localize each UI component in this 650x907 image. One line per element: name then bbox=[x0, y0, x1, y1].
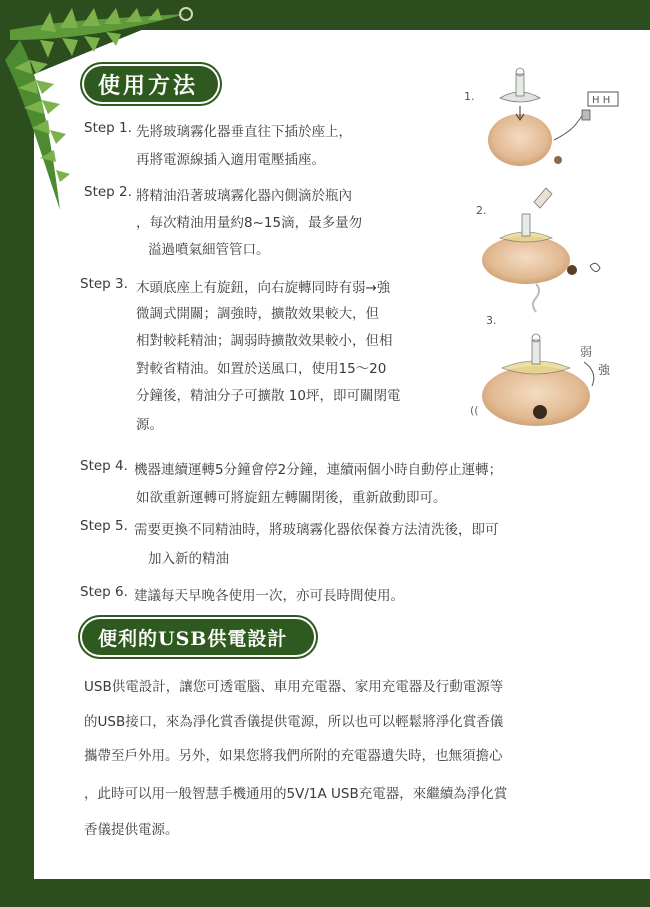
power-cord-1 bbox=[554, 116, 582, 140]
diffuser-base-1 bbox=[488, 114, 552, 166]
usb-line: 香儀提供電源。 bbox=[84, 822, 179, 838]
step-2-line: ，每次精油用量約8~15滴，最多量勿 bbox=[136, 215, 363, 231]
knob-2 bbox=[567, 265, 577, 275]
diffuser-base-2 bbox=[482, 236, 570, 284]
diffuser-illustration bbox=[458, 62, 638, 442]
step-3-line: 源。 bbox=[136, 417, 163, 433]
step-3-line: 相對較耗精油；調弱時擴散效果較小，但相 bbox=[136, 333, 393, 349]
step-4-line: 機器連續運轉5分鐘會停2分鐘，連續兩個小時自動停止運轉； bbox=[134, 462, 503, 478]
bottom-border bbox=[0, 879, 650, 907]
step-3-line: 木頭底座上有旋鈕，向右旋轉同時有弱→強 bbox=[136, 280, 391, 296]
step-3-line: 微調式開關；調強時，擴散效果較大，但 bbox=[136, 306, 379, 322]
turn-arrow bbox=[584, 362, 594, 386]
step-6-line: 建議每天早晚各使用一次，亦可長時間使用。 bbox=[134, 588, 404, 604]
section-title-usb: 便利的USB供電設計 bbox=[82, 619, 314, 655]
strong-label: 強 bbox=[598, 363, 611, 377]
usb-line: ，此時可以用一般智慧手機通用的5V/1A USB充電器，來繼續為淨化賞 bbox=[84, 786, 508, 802]
oil-bottle bbox=[534, 188, 552, 208]
step-3-line: 分鐘後，精油分子可擴散 10坪，即可關閉電 bbox=[136, 388, 401, 404]
mist-icon bbox=[533, 284, 539, 312]
diagram-step-2-number: 2. bbox=[476, 204, 487, 217]
plug-label: H H bbox=[592, 95, 611, 106]
usb-line: 的USB接口，來為淨化賞香儀提供電源，所以也可以輕鬆將淨化賞香儀 bbox=[84, 714, 504, 730]
step-6-label: Step 6. bbox=[80, 584, 128, 600]
wave-mark: (( bbox=[470, 404, 479, 417]
step-5-line: 加入新的精油 bbox=[148, 551, 229, 567]
knob-3 bbox=[533, 405, 547, 419]
step-3-line: 對較省精油。如置於送風口，使用15～20 bbox=[136, 361, 387, 377]
section-title-usage: 使用方法 bbox=[84, 66, 218, 102]
step-4-line: 如欲重新運轉可將旋鈕左轉關閉後，重新啟動即可。 bbox=[136, 490, 447, 506]
usb-line: 攜帶至戶外用。另外，如果您將我們所附的充電器遺失時，也無須擔心 bbox=[84, 748, 503, 764]
cord-plug-2 bbox=[590, 263, 600, 271]
step-1-line: 再將電源線插入適用電壓插座。 bbox=[136, 152, 325, 168]
step-4-label: Step 4. bbox=[80, 458, 128, 474]
usb-line: USB供電設計，讓您可透電腦、車用充電器、家用充電器及行動電源等 bbox=[84, 679, 504, 695]
step-1-label: Step 1. bbox=[84, 120, 132, 136]
weak-label: 弱 bbox=[580, 345, 593, 359]
step-3-label: Step 3. bbox=[80, 276, 128, 292]
step-5-line: 需要更換不同精油時，將玻璃霧化器依保養方法清洗後，即可 bbox=[134, 522, 499, 538]
step-2-label: Step 2. bbox=[84, 184, 132, 200]
diagram-step-1-number: 1. bbox=[464, 90, 475, 103]
diagram-step-3-number: 3. bbox=[486, 314, 497, 327]
step-5-label: Step 5. bbox=[80, 518, 128, 534]
step-1-line: 先將玻璃霧化器垂直往下插於座上， bbox=[136, 124, 352, 140]
step-2-line: 溢過噴氣細管管口。 bbox=[148, 242, 270, 258]
step-2-line: 將精油沿著玻璃霧化器內側滴於瓶內 bbox=[136, 188, 352, 204]
